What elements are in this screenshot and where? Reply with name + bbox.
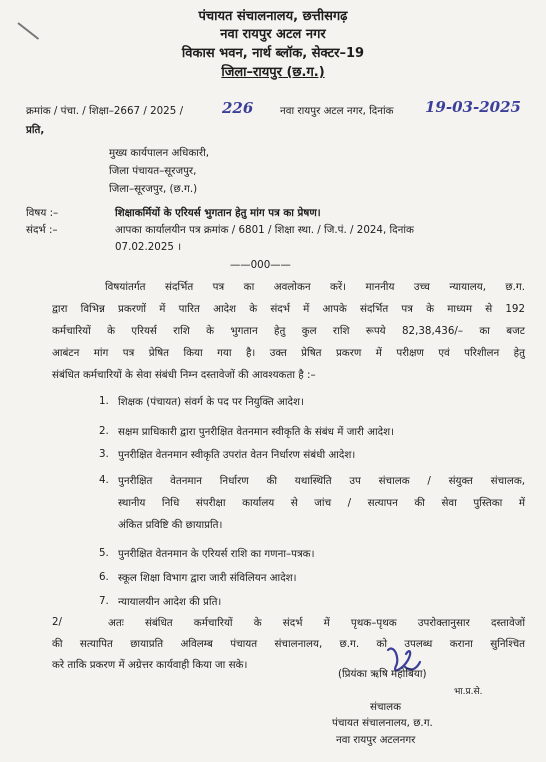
handwritten-letter-number: 226	[222, 99, 254, 117]
para1-line-3: कर्मचारियों के एरियर्स राशि के भुगतान हेतु कुल राशि रूपये 82,38,436/– का बजट	[52, 325, 525, 337]
recipient-line-2: जिला पंचायत–सूरजपुर,	[109, 165, 197, 177]
signatory-name: (प्रियंका ऋषि महोबिया)	[338, 668, 427, 680]
para1-line-4: आबंटन मांग पत्र प्रेषित किया गया है। उक्त प्रेषित प्रकरण में परीक्षण एवं परिशीलन हेतु	[52, 347, 525, 359]
para2-line-2: की सत्यापित छायाप्रति अविलम्ब पंचायत संचालनालय, छ.ग. को उपलब्ध कराना सुनिश्चित	[52, 638, 525, 650]
reference-line-2: 07.02.2025 ।	[115, 241, 182, 253]
reference-line-1: आपका कार्यालयीन पत्र क्रमांक / 6801 / शिक्षा स्था. / जि.पं. / 2024, दिनांक	[115, 224, 414, 236]
item-6-text: स्कूल शिक्षा विभाग द्वारा जारी संविलियन आदेश।	[118, 572, 297, 584]
item-1-text: शिक्षक (पंचायत) संवर्ग के पद पर नियुक्ति आदेश।	[118, 396, 304, 408]
office-name: पंचायत संचालनालय, छत्तीसगढ़	[198, 9, 348, 24]
office-city: नवा रायपुर अटल नगर	[220, 27, 326, 42]
item-7-text: न्यायालयीन आदेश की प्रति।	[118, 596, 222, 608]
item-3-text: पुनरीक्षित वेतनमान स्वीकृति उपरांत वेतन निर्धारण संबंधी आदेश।	[118, 449, 356, 461]
para2-number: 2/	[52, 616, 63, 628]
signatory-designation: संचालक	[370, 701, 402, 713]
item-4-line-1: पुनरीक्षित वेतनमान निर्धारण की यथास्थिति उप संचालक / संयुक्त संचालक,	[118, 475, 525, 487]
place-date-label: नवा रायपुर अटल नगर, दिनांक	[280, 105, 394, 117]
subject-label: विषय :–	[26, 207, 59, 219]
reference-label: संदर्भ :–	[26, 224, 58, 236]
signatory-place: नवा रायपुर अटलनगर	[336, 734, 416, 746]
item-4-line-3: अंकित प्रविष्टि की छायाप्रति।	[118, 519, 223, 531]
prati-label: प्रति,	[26, 124, 45, 136]
office-district: जिला–रायपुर (छ.ग.)	[221, 65, 325, 80]
recipient-line-3: जिला–सूरजपुर, (छ.ग.)	[109, 183, 198, 195]
para2-line-1: अतः संबंधित कर्मचारियों के संदर्भ में पृथक–पृथक उपरोक्तानुसार दस्तावेजों	[108, 617, 525, 629]
item-2-number: 2.	[99, 425, 109, 437]
item-5-text: पुनरीक्षित वेतनमान के एरियर्स राशि का गणना–पत्रक।	[118, 548, 315, 560]
para1-line-5: संबंधित कर्मचारियों के सेवा संबंधी निम्न दस्तावेजों की आवश्यकता है :–	[52, 369, 316, 381]
item-5-number: 5.	[99, 547, 109, 559]
subject-text: शिक्षाकर्मियों के एरियर्स भुगतान हेतु मांग पत्र का प्रेषण।	[115, 207, 321, 219]
item-2-text: सक्षम प्राधिकारी द्वारा पुनरीक्षित वेतनमान स्वीकृति के संबंध में जारी आदेश।	[118, 426, 395, 438]
separator: ——000——	[230, 259, 291, 271]
para2-line-3: करे ताकि प्रकरण में अग्रेत्तर कार्यवाही किया जा सके।	[52, 659, 248, 671]
letter-number: क्रमांक / पंचा. / शिक्षा–2667 / 2025 /	[26, 105, 184, 117]
item-1-number: 1.	[99, 395, 109, 407]
item-4-line-2: स्थानीय निधि संपरीक्षा कार्यालय से जांच / सत्यापन की सेवा पुस्तिका में	[118, 497, 525, 509]
office-address: विकास भवन, नार्थ ब्लॉक, सेक्टर–19	[181, 46, 365, 61]
handwritten-date: 19-03-2025	[425, 98, 521, 116]
item-7-number: 7.	[99, 595, 109, 607]
para1-line-2: द्वारा विभिन्न प्रकरणों में पारित आदेश के संदर्भ में आपके संदर्भित पत्र के माध्यम से 192	[52, 303, 525, 315]
item-4-number: 4.	[99, 474, 109, 486]
item-6-number: 6.	[99, 571, 109, 583]
recipient-line-1: मुख्य कार्यपालन अधिकारी,	[109, 147, 210, 159]
para1-line-1: विषयांतर्गत संदर्भित पत्र का अवलोकन करें। माननीय उच्च न्यायालय, छ.ग.	[105, 281, 525, 293]
signatory-office: पंचायत संचालनालय, छ.ग.	[332, 717, 433, 729]
item-3-number: 3.	[99, 448, 109, 460]
signatory-service: भा.प्र.से.	[454, 687, 483, 697]
